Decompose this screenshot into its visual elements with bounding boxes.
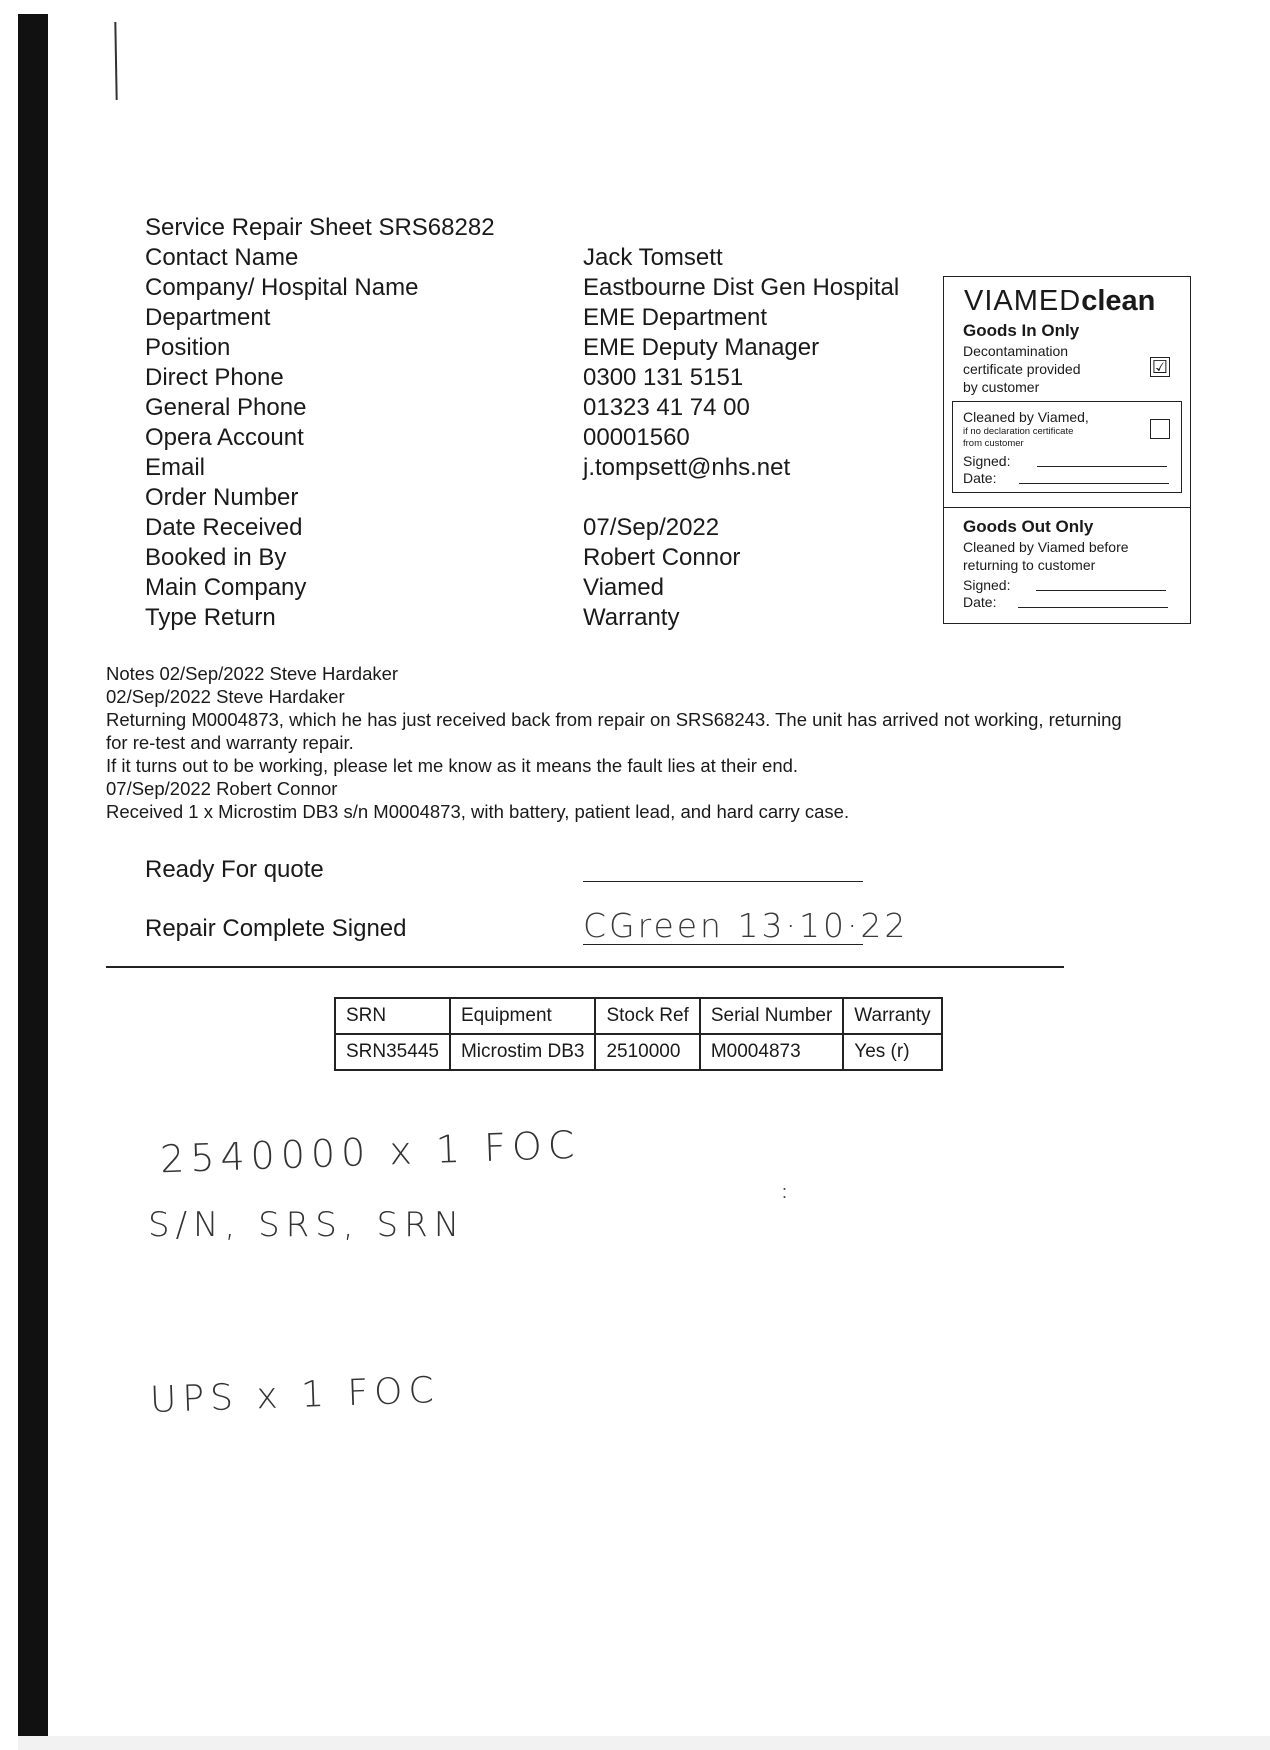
logo-main: VIAMED <box>964 285 1082 317</box>
goods-out-signed-label: Signed: <box>963 577 1011 593</box>
cleaned-signed-line[interactable] <box>1037 466 1167 467</box>
label-contact-name: Contact Name <box>145 244 299 271</box>
cleaned-small-2: from customer <box>963 438 1024 449</box>
repair-complete-label: Repair Complete Signed <box>145 915 407 942</box>
label-order-number: Order Number <box>145 484 299 511</box>
value-department: EME Department <box>583 304 768 331</box>
goods-in-heading: Goods In Only <box>963 321 1080 340</box>
label-opera-account: Opera Account <box>145 424 304 451</box>
scan-bottom-edge <box>18 1736 1270 1750</box>
notes-line-7: Received 1 x Microstim DB3 s/n M0004873, with battery, patient lead, and hard carry case. <box>106 801 850 822</box>
label-department: Department <box>145 304 271 331</box>
value-direct-phone: 0300 131 5151 <box>583 364 744 391</box>
cleaned-date-label: Date: <box>963 470 997 486</box>
section-divider <box>106 966 1064 968</box>
pen-mark <box>114 22 117 100</box>
value-date-received: 07/Sep/2022 <box>583 514 720 541</box>
goods-in-checkbox[interactable] <box>1150 357 1170 377</box>
ready-for-quote-line[interactable] <box>583 881 863 882</box>
check-mark-icon: ☑ <box>1151 357 1169 377</box>
notes-section <box>106 662 1206 823</box>
cleaned-title: Cleaned by Viamed, <box>963 409 1089 425</box>
value-opera-account: 00001560 <box>583 424 690 451</box>
table-cell-stock-ref: 2510000 <box>595 1034 699 1070</box>
goods-in-text-3: by customer <box>963 379 1040 395</box>
table-header-cell: Serial Number <box>700 998 843 1034</box>
value-general-phone: 01323 41 74 00 <box>583 394 750 421</box>
cleaned-by-viamed-box <box>952 401 1182 493</box>
viamed-logo <box>964 285 1155 318</box>
cleaned-date-line[interactable] <box>1019 483 1169 484</box>
label-date-received: Date Received <box>145 514 303 541</box>
table-cell-serial-number: M0004873 <box>700 1034 843 1070</box>
value-contact-name: Jack Tomsett <box>583 244 723 271</box>
goods-out-signed-line[interactable] <box>1036 590 1166 591</box>
sheet-title: Service Repair Sheet SRS68282 <box>145 214 495 241</box>
label-general-phone: General Phone <box>145 394 307 421</box>
goods-out-text-2: returning to customer <box>963 557 1096 573</box>
notes-line-2: 02/Sep/2022 Steve Hardaker <box>106 686 345 707</box>
goods-in-text-1: Decontamination <box>963 343 1069 359</box>
label-direct-phone: Direct Phone <box>145 364 284 391</box>
goods-in-text-2: certificate provided <box>963 361 1081 377</box>
goods-out-date-label: Date: <box>963 594 997 610</box>
scan-edge <box>18 14 48 1736</box>
notes-line-1: Notes 02/Sep/2022 Steve Hardaker <box>106 663 399 684</box>
box-divider <box>944 507 1190 508</box>
table-cell-equipment: Microstim DB3 <box>450 1034 596 1070</box>
value-main-company: Viamed <box>583 574 664 601</box>
table-cell-srn: SRN35445 <box>335 1034 450 1070</box>
table-row <box>335 1034 942 1070</box>
goods-out-heading: Goods Out Only <box>963 517 1094 536</box>
label-booked-in-by: Booked in By <box>145 544 287 571</box>
table-header-cell: Warranty <box>843 998 941 1034</box>
cleaned-checkbox[interactable] <box>1150 419 1170 439</box>
notes-line-6: 07/Sep/2022 Robert Connor <box>106 778 338 799</box>
label-type-return: Type Return <box>145 604 276 631</box>
repair-signature: CGreen 13·10·22 <box>583 906 909 945</box>
value-type-return: Warranty <box>583 604 680 631</box>
notes-line-4: for re-test and warranty repair. <box>106 732 354 753</box>
label-company: Company/ Hospital Name <box>145 274 419 301</box>
goods-out-text-1: Cleaned by Viamed before <box>963 539 1129 555</box>
cleaned-small-1: if no declaration certificate <box>963 426 1074 437</box>
cleaned-signed-label: Signed: <box>963 453 1011 469</box>
srn-table <box>334 997 943 1071</box>
notes-line-3: Returning M0004873, which he has just received back from repair on SRS68243. The unit has arrived not working, returning <box>106 709 1122 730</box>
label-position: Position <box>145 334 231 361</box>
goods-out-date-line[interactable] <box>1018 607 1168 608</box>
table-header-cell: Stock Ref <box>595 998 699 1034</box>
stray-mark: : <box>782 1182 788 1202</box>
logo-clean: clean <box>1081 285 1156 317</box>
label-main-company: Main Company <box>145 574 307 601</box>
value-company: Eastbourne Dist Gen Hospital <box>583 274 900 301</box>
value-position: EME Deputy Manager <box>583 334 820 361</box>
repair-signature-line <box>583 944 863 945</box>
table-header-cell: Equipment <box>450 998 596 1034</box>
value-booked-in-by: Robert Connor <box>583 544 741 571</box>
table-header-row <box>335 998 942 1034</box>
value-email: j.tompsett@nhs.net <box>583 454 791 481</box>
handwritten-line-3: UPS x 1 FOC <box>149 1369 441 1422</box>
ready-for-quote-label: Ready For quote <box>145 856 324 883</box>
viamed-clean-box <box>943 276 1191 624</box>
notes-line-5: If it turns out to be working, please let me know as it means the fault lies at their end. <box>106 755 799 776</box>
table-cell-warranty: Yes (r) <box>843 1034 941 1070</box>
table-header-cell: SRN <box>335 998 450 1034</box>
label-email: Email <box>145 454 206 481</box>
handwritten-line-1: 2540000 x 1 FOC <box>159 1122 582 1182</box>
handwritten-line-2: S/N, SRS, SRN <box>148 1205 466 1245</box>
